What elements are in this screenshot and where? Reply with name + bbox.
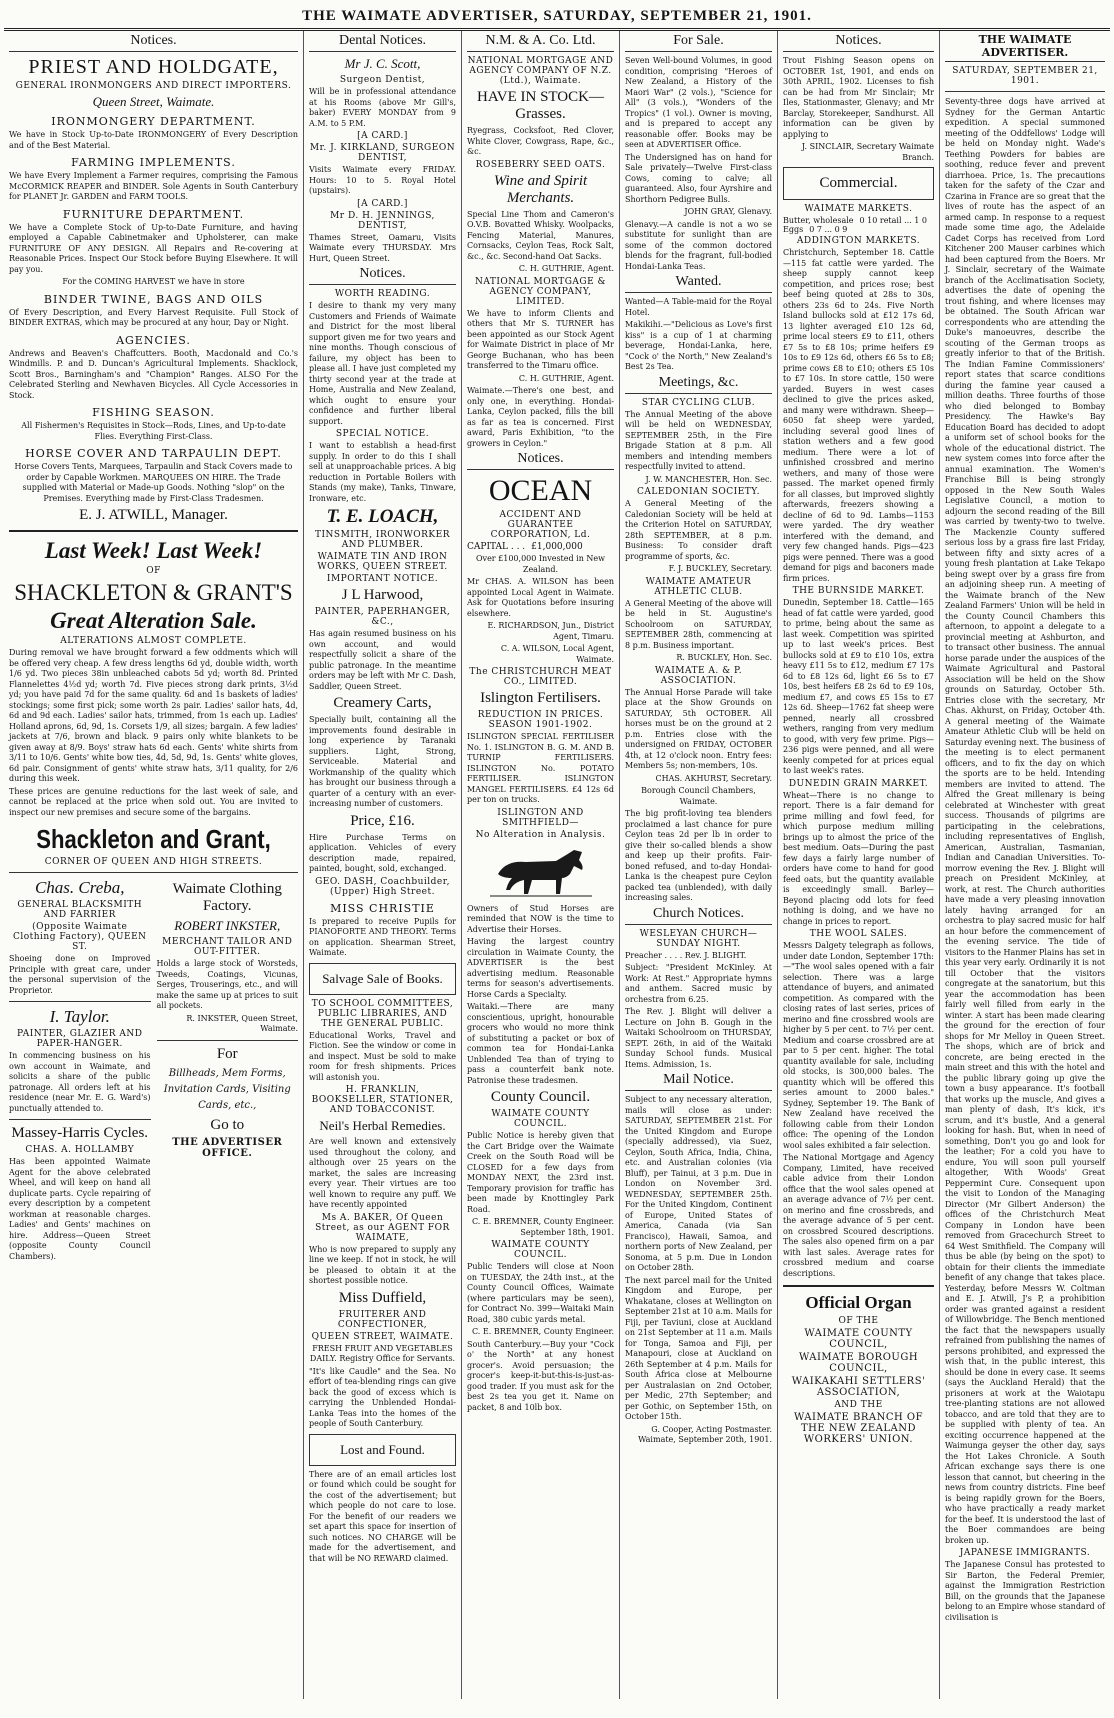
- lastweek-heading: Last Week! Last Week!: [44, 538, 263, 563]
- salvage-subtitle: TO SCHOOL COMMITTEES, PUBLIC LIBRARIES, AND THE GENERAL PUBLIC.: [311, 998, 454, 1029]
- page-masthead: THE WAIMATE ADVERTISER, SATURDAY, SEPTEMBER 21, 1901.: [4, 6, 1110, 31]
- duffield-trade: FRUITERER AND CONFECTIONER,: [337, 1309, 428, 1330]
- sale-heading: Great Alteration Sale.: [50, 608, 257, 633]
- dunedin-heading: DUNEDIN GRAIN MARKET.: [788, 778, 929, 789]
- meat-company-heading: The CHRISTCHURCH MEAT CO., LIMITED.: [469, 667, 612, 687]
- organ-item: AND THE: [834, 1400, 883, 1410]
- sale-text-2: These prices are genuine reductions for the last week of sale, and cannot be replaced at the price when sold out. You are invited to inspect our new premises and secure some of the bargains.: [9, 786, 298, 817]
- organ-item: WAIMATE COUNTY COUNCIL,: [804, 1328, 913, 1350]
- guthrie-signature: C. H. GUTHRIE, Agent.: [518, 373, 614, 383]
- akhurst-address: Borough Council Chambers, Waimate.: [641, 786, 756, 806]
- section-heading: Notices.: [309, 266, 456, 285]
- divider: [9, 1119, 151, 1120]
- preacher-line: Preacher . . . . Rev. J. BLIGHT.: [625, 950, 747, 960]
- printing-office: THE ADVERTISER OFFICE.: [172, 1136, 283, 1159]
- horse-illustration-icon: [486, 844, 596, 900]
- column-1: [4, 31, 304, 1699]
- duffield-address: QUEEN STREET, WAIMATE.: [311, 1331, 454, 1342]
- eggs-row: [783, 225, 934, 234]
- salvage-box: [309, 963, 456, 995]
- akhurst-signature: CHAS. AKHURST, Secretary.: [655, 773, 772, 783]
- column-2: [304, 31, 462, 1699]
- wilson-signature: C. A. WILSON, Local Agent, Waimate.: [500, 644, 614, 664]
- guthrie-signature: C. H. GUTHRIE, Agent.: [518, 264, 614, 273]
- split-left: [9, 878, 151, 1264]
- waitaki-text: Waitaki.—There are many conscientious, upright, honourable grocers who would no more think of substituting a packet or box of common tea for Hondai-Lanka Unblended Tea than of trying to pass a counterfeit bank note. Patronise these tradesmen.: [467, 1002, 614, 1085]
- section-heading: Mail Notice.: [625, 1072, 772, 1091]
- official-of-label: OF THE: [838, 1316, 879, 1326]
- neil-heading: Neil's Herbal Remedies.: [319, 1118, 446, 1133]
- creamery-heading: Creamery Carts,: [333, 695, 432, 711]
- divider: [783, 1285, 934, 1287]
- bremner-signature: C. E. BREMNER, County Engineer. September 18th, 1901.: [471, 1217, 614, 1237]
- divider: [945, 91, 1105, 92]
- clothing-factory-heading: Waimate Clothing Factory.: [172, 881, 282, 914]
- wine-text: Special Line Thom and Cameron's O.V.B. Bovatted Whisky. Woolpacks, Fencing Material, Manures, Cornsacks, Ceylon Teas, Rock Salt, &c., &c. Second-hand Oat Sacks.: [467, 209, 614, 261]
- athletic-text: A General Meeting of the above will be held in St. Augustine's Schoolroom on SATURDAY, SEPTEMBER 28th, commencing at 8 p.m. Business important.: [625, 598, 772, 650]
- worth-text: I desire to thank my very many Customers and Friends of Waimate and District for the most liberal support given me for two years and nine months. Though conscious of failure, my object has been to please all. I have just completed my thirty second year at the trade at Home, Australia and New Zealand, which ought to ensure your confidence and further liberal support.: [309, 301, 456, 426]
- inkster-text: Holds a large stock of Worsteds, Tweeds, Coatings, Vicunas, Serges, Trouserings, etc., and will make the same up at prices to suit all pockets.: [156, 959, 298, 1010]
- harvest-text: Of Every Description, and Every Harvest Requisite. Full Stock of BINDER EXTRAS, which may be procured at any hour, Day or Night.: [9, 307, 298, 327]
- scott-title: Surgeon Dentist,: [339, 75, 426, 85]
- dept-heading: FURNITURE DEPARTMENT.: [62, 207, 245, 221]
- newspaper-page: [4, 6, 1110, 1706]
- richardson-signature: E. RICHARDSON, Jun., District Agent, Timaru.: [487, 621, 614, 641]
- ceylon-text: The big profit-loving tea blenders proclaimed a last chance for pure Ceylon teas 2d per lb in order to give their so-called blends a show and keep up their profits. Fair-boned refused, and to-day Hondai-Lanka is the cheapest pure Ceylon packed tea (unblended), with daily increasing sales.: [625, 809, 772, 902]
- divider: [157, 1040, 299, 1041]
- butter-row: [783, 216, 934, 225]
- dept-heading: IRONMONGERY DEPARTMENT.: [51, 115, 256, 128]
- caudle-text: "It's like Caudle" and the Sea. No effort of tea-blending rings can give back the good of excess which is carrying the Unblended Hondai-Lanka Teas into the homes of the people of South Canterbury.: [309, 1366, 456, 1428]
- worth-heading: WORTH READING.: [334, 289, 431, 299]
- organ-item: WAIMATE BRANCH OF THE NEW ZEALAND WORKERS' UNION.: [793, 1412, 924, 1445]
- columns: [4, 31, 1110, 1699]
- section-heading: Church Notices.: [625, 906, 772, 925]
- nma2-heading: NATIONAL MORTGAGE & AGENCY COMPANY, LIMITED.: [474, 276, 607, 307]
- taylor-text: In commencing business on his own account in Waimate, and solicits a share of the public patronage. All orders left at his residence (near Mr. E. G. Ward's) punctually attended to.: [9, 1051, 151, 1113]
- rosebery-heading: ROSEBERRY SEED OATS.: [475, 159, 606, 170]
- section-heading: Meetings, &c.: [625, 375, 772, 394]
- manager-signature: E. J. ATWILL, Manager.: [79, 507, 228, 523]
- creba-name: Chas. Creba,: [34, 878, 125, 897]
- council-text: Public Notice is hereby given that the Cart Bridge over the Waimate Creek on the South Road will be CLOSED for a few days from MONDAY NEXT, the 23rd inst. Temporary provision for traffic has been made by Knottingley Park Road.: [467, 1131, 614, 1214]
- firm-address: Queen Street, Waimate.: [92, 94, 215, 109]
- massey-harris-heading: Massey-Harris Cycles.: [11, 1125, 149, 1141]
- council2-text: Public Tenders will close at Noon on TUESDAY, the 24th inst., at the County Council Offices, Waimate (where particulars may be seen), for Contract No. 399—Waitaki Main Road, 380 cubic yards metal.: [467, 1262, 614, 1324]
- wesleyan-heading: WESLEYAN CHURCH—SUNDAY NIGHT.: [639, 928, 758, 949]
- horse-cover-heading: HORSE COVER AND TARPAULIN DEPT.: [25, 447, 282, 460]
- ocean-subtitle: ACCIDENT AND GUARANTEE CORPORATION, Ld.: [490, 510, 591, 540]
- column-3: [462, 31, 620, 1699]
- islington-subtitle: REDUCTION IN PRICES. SEASON 1901-1902.: [477, 710, 604, 730]
- gray-signature: JOHN GRAY, Glenavy.: [684, 207, 772, 216]
- ocean-heading: OCEAN: [488, 474, 593, 507]
- cows-sale-text: The Undersigned has on hand for Sale privately—Twelve First-class Cows, coming to calve; all guaranteed. Also, four Ayrshire and Shorthorn Pedigree Bulls.: [625, 152, 772, 204]
- addington-heading: ADDINGTON MARKETS.: [796, 236, 921, 246]
- islington-heading: Islington Fertilisers.: [480, 690, 601, 706]
- dash-signature: GEO. DASH, Coachbuilder, (Upper) High Street.: [315, 876, 450, 897]
- ap-text: The Annual Horse Parade will take place at the Show Grounds on SATURDAY, 5th OCTOBER. All horses must be on the ground at 2 p.m. Entries close with the undersigned on FRIDAY, OCTOBER 4th, at 12 o'clock noon. Entry fees: Members 5s; non-members, 10s.: [625, 687, 772, 770]
- commercial-heading: Commercial.: [819, 175, 898, 191]
- massey-harris-text: Has been appointed Waimate Agent for the above celebrated Wheel, and will keep on hand all duplicate parts. Cycle repairing of every description by a competent workman at reasonable charges. Ladies' and Gents' machines on hire. Address—Queen Street (opposite County Council Chambers).: [9, 1157, 151, 1261]
- glenavy-text: Glenavy.—A candle is not a wo se substitute for sunlight than are some of the common doctored blends for the fragrant, full-bodied Hondai-Lanka Teas.: [625, 219, 772, 271]
- ap-heading: WAIMATE A. & P. ASSOCIATION.: [654, 665, 743, 686]
- japanese-heading: JAPANESE IMMIGRANTS.: [959, 1548, 1091, 1558]
- franklin-signature: H. FRANKLIN, BOOKSELLER, STATIONER, AND TOBACCONIST.: [311, 1085, 454, 1115]
- column-6: [940, 31, 1110, 1699]
- section-heading: N.M. & A. Co. Ltd.: [467, 33, 614, 52]
- loach-name: T. E. LOACH,: [326, 506, 439, 527]
- massey-harris-agent: CHAS. A. HOLLAMBY: [25, 1145, 135, 1155]
- council-subtitle: WAIMATE COUNTY COUNCIL.: [491, 1109, 590, 1129]
- smithfield-label: ISLINGTON AND SMITHFIELD—: [497, 807, 584, 828]
- butter-value: 0 10 retail ... 1 0: [859, 216, 927, 225]
- stock-heading: HAVE IN STOCK— Grasses.: [477, 89, 604, 122]
- loach-address: WAIMATE TIN AND IRON WORKS, QUEEN STREET.: [317, 552, 448, 572]
- council2-subtitle: WAIMATE COUNTY COUNCIL.: [491, 1240, 590, 1260]
- taylor-trade: PAINTER, GLAZIER AND PAPER-HANGER.: [16, 1029, 143, 1049]
- card-label: [A CARD.]: [357, 198, 408, 209]
- divider: [9, 872, 298, 873]
- baker-text: Who is now prepared to supply any line we keep. If not in stock, he will be pleased to obtain it at the shortest possible notice.: [309, 1244, 456, 1285]
- capital-value: £1,000,000: [531, 542, 583, 552]
- special-heading: SPECIAL NOTICE.: [335, 429, 430, 439]
- dept-text: We have Every Implement a Farmer requires, comprising the Famous McCORMICK REAPER and BINDER. Sole Agents in South Canterbury for PLANET Jr. GARDEN and FARM TOOLS.: [9, 171, 298, 201]
- important-heading: IMPORTANT NOTICE.: [326, 574, 439, 584]
- of-label: OF: [146, 566, 161, 576]
- butter-label: Butter, wholesale: [783, 216, 854, 225]
- printing-goto: Go to: [210, 1116, 245, 1133]
- salvage-heading: Salvage Sale of Books.: [322, 970, 443, 986]
- caledonian-text: A General Meeting of the Caledonian Society will be held at the Criterion Hotel on SATURDAY, 28th SEPTEMBER, at 8 p.m. Business: To consider draft programme of sports, &c.: [625, 499, 772, 561]
- column-4: [620, 31, 778, 1699]
- fishing-text: All Fishermen's Requisites in Stock—Rods, Lines, and Up-to-date Flies. Everything First-Class.: [21, 421, 286, 441]
- dept-text: We have in Stock Up-to-Date IRONMONGERY of Every Description and of the Best Material.: [9, 130, 298, 150]
- buckley-signature: R. BUCKLEY, Hon. Sec.: [676, 653, 772, 662]
- inkster-name: ROBERT INKSTER,: [174, 918, 281, 933]
- harwood-name: J L Harwood,: [341, 587, 424, 603]
- dept-heading: FARMING IMPLEMENTS.: [71, 156, 236, 169]
- section-heading: Notices.: [783, 33, 934, 52]
- council-heading: County Council.: [490, 1089, 591, 1105]
- dept-text: We have a Complete Stock of Up-to-Date Furniture, and having employed a Capable Cabinetmaker and Upholsterer, can make FURNITURE OF ANY DESIGN. All Repairs and Re-covering at Reasonable Prices. Inspect Our Stock before Buying Elsewhere. It will pay you.: [9, 222, 298, 274]
- scott-name: Mr J. C. Scott,: [344, 56, 421, 71]
- mail-text: Subject to any necessary alteration, mails will close as under: SATURDAY, SEPTEMBER 21st. For the United Kingdom and Europe (specially addressed), via Suez, Ceylon, South Africa, India, China, etc. and Australian colonies (via Bluff), per Tainui, at 3 p.m. Due in London on November 3rd. WEDNESDAY, SEPTEMBER 25th. For the United Kingdom, Continent of Europe, United States of America, Canada (via San Francisco), Hawaii, Samoa, and northern ports of New Zealand, per Sonoma, at 5 p.m. Due in London on October 28th.: [625, 1095, 772, 1272]
- news-items: Seventy-three dogs have arrived at Sydney for the German Antartic expedition. A special summoned meeting of the Oddfellows' Lodge will be held on Monday night. Wade's Teething Powders for babies are soothing, reduce fever and prevent diarrhoea. Price, 1s. The precautions taken for the safety of the Czar and Czarina in France are so great that the lives of route has the aspect of an armed camp. In response to a request made some time ago, the Adelaide Cadet Corps has received from Lord Kitchener 200 Mauser carbines which had been captured from the Boers. Mr J. Sinclair, secretary of the Waimate branch of the Acclimatisation Society, advertises the date of opening the trout fishing, and where licenses may be obtained. The South African war correspondents who are attending the Duke's manoeuvres, describe the scouting of the German troops as greatly inferior to that of the British. The Indian Famine Commissioners' report states that scarce conditions during the famine year caused a million deaths. Three fourths of those who died belonged to Bombay Presidency. The Hawke's Bay Education Board has decided to adopt a uniform set of school books for the whole of the educational district. The new system comes into force after the annual examination. The Women's Franchise Bill is being strongly opposed in the New South Wales Legislative Council, a motion to adjourn the second reading of the Bill was carried by twenty-two to twelve. The Mackenzie County suffered serious loss by a grass fire last Friday, between fifty and sixty acres of a young fresh plantation at Lake Tekapo being swept over by a grass fire from an adjoining sheep run. A meeting of the Waimate branch of the New Zealand Farmers' Union will be held in the County Council Chambers this afternoon, to appoint a delegate to a provincial meeting at Ashburton, and to transact other business. The annual horse parade under the auspices of the Waimate Agricultural and Pastoral Association will be held on the Show grounds on Saturday, October 5th. Entries close with the secretary, Mr Chas. Akhurst, on Friday, October 4th. A general meeting of the Waimate Amateur Athletic Club will be held on Saturday evening next. The business of the meeting is to elect permanent officers, and to fix the day on which the sports are to be held. Intending members are invited to attend. The Alfred the Great millenary is being celebrated at Winchester with great success. Thousands of pilgrims are participating in the celebrations, including representatives of English, American, Australian, Tasmanian, Indian and Canadian Universities. To-morrow evening the Rev. J. Blight will preach on President McKinley, at work, at rest. The Church authorities have made a very pleasing innovation lately having arranged for an orchestra to play sacred music for half an hour before the commencement of the evening service. The tide of visitors to the Hanmer Plains has set in this year very early. Ordinarily it is not till October that the visitors congregate at the sanatorium, but this year the accommodation has been fairly well filled from early in the winter. A start has been made clearing the ground for the erection of four shops for Mr Melloy in Queen Street. The shops, which are of brick and concrete, are being erected in the main street and this with the hotel and the public library going up give the town a busy appearance. It's football that works up the muscle, And gives a man plenty of dash, It's kick, it's scrum, and it's bustle, And a general looking for hash. But, when in need of something, Don't you go and look for the leather; For a cold you have to endure, You will soon pull yourself altogether, With Woods' Great Peppermint Cure. Consequent upon the visit to London of the Managing Director (Mr Gilbert Anderson) the offices of the Christchurch Meat Company in London have been removed from Gracechurch Street to 64 West Smithfield. The Company will thus be able (by being on the spot) to obtain for their clients the immediate benefit of any change that takes place. Yesterday, before Messrs W. Coltman and E. J. Atwill, J's P, a prohibition order was granted against a resident of Willowbridge. The Bench mentioned the fact that the newspapers usually refrained from publishing the names of persons prohibited, and expressed the wish that, in the public interest, this should be done in every case. It seems (says the Auckland Herald) that the prisoners at work at the Waiotapu tree-planting stations are not allowed tobacco, and are told that they are to be supplied with plenty of tea. An exciting occurrence happened at the Waimunga geyser the other day, says the Hot Lakes Chronicle. A South African exchange says there is one lesson that cannot, but cheering in the news from country districts. Fine beef is being rapidly grown for the Boers, who have practically a ready market for the beef. It is understood the last of the Boer commandoes are being broken up.: [945, 97, 1105, 1545]
- harwood-text: Has again resumed business on his own account, and would respectfully solicit a share of the public patronage. In the meantime orders may be left with Mr C. Dash, Saddler, Queen Street.: [309, 629, 456, 691]
- inkster-signature: R. INKSTER, Queen Street, Waimate.: [186, 1013, 298, 1033]
- subject-text: Subject: "President McKinley. At Work: At Rest." Appropriate hymns and anthem. Sacred music by orchestra from 6.25.: [625, 963, 772, 1004]
- horse-cover-text: Horse Covers Tents, Marquees, Tarpaulin and Stack Covers made to order by Capable Workmen. MARQUEES ON HIRE. The Trade supplied with Material or Made-up Goods. Nothing "slop" on the Premises. Everything made by First-Class Tradesmen.: [14, 462, 293, 503]
- south-canterbury-text: South Canterbury.—Buy your "Cock o' the North" at any honest grocer's. Avoid persuasion; the grocer's keep-it-but-this-is-just-as-good trader. If you must ask for the best 2s tea you get it. Name on packet, 8 and 10lb box.: [467, 1339, 614, 1412]
- jennings-text: Thames Street, Oamaru, Visits Waimate every THURSDAY. Mrs Hurt, Queen Street.: [309, 232, 456, 263]
- capital-label: CAPITAL . . .: [467, 542, 526, 552]
- tea-ad-text: Waimate.—There's one best, and only one, in everything. Hondai-Lanka, Ceylon packed, fills the bill as far as tea is concerned. First award, Paris Exhibition, "to the growers in Ceylon.": [467, 386, 614, 448]
- bremner-signature: C. E. BREMNER, County Engineer.: [471, 1327, 614, 1336]
- price-heading: Price, £16.: [350, 812, 415, 829]
- organ-item: WAIMATE BOROUGH COUNCIL,: [798, 1352, 919, 1374]
- alteration-note: No Alteration in Analysis.: [475, 829, 606, 840]
- firm-name: PRIEST AND HOLDGATE,: [28, 56, 279, 78]
- organ-list: [783, 1328, 934, 1445]
- cycling-text: The Annual Meeting of the above will be held on WEDNESDAY, SEPTEMBER 25th, in the Fire Brigade Station at 8 p.m. All members and intending members respectfully invited to attend.: [625, 409, 772, 471]
- duffield-heading: Miss Duffield,: [338, 1289, 427, 1306]
- section-heading: Notices.: [467, 451, 614, 470]
- agencies-text: Andrews and Beaven's Chaffcutters. Booth, Macdonald and Co.'s Windmills. P. and D. Duncan's Agricultural Implements. Shacklock, Scott Bros., Barningham's and "Champion" Ranges. ALSO For the Celebrated Sterling and Newhaven Bicycles. All Cycle Accessories in Stock.: [9, 348, 298, 400]
- printing-for: For: [216, 1045, 238, 1062]
- firm-subtitle: GENERAL IRONMONGERS AND DIRECT IMPORTERS.: [15, 81, 292, 91]
- paper-date: SATURDAY, SEPTEMBER 21, 1901.: [952, 66, 1098, 86]
- cycling-heading: STAR CYCLING CLUB.: [641, 397, 756, 408]
- section-heading: For Sale.: [625, 33, 772, 52]
- duffield-text: FRESH FRUIT AND VEGETABLES DAILY. Registry Office for Servants.: [309, 1343, 456, 1363]
- harvest-heading: BINDER TWINE, BAGS AND OILS: [43, 292, 264, 306]
- card-label: [A CARD.]: [357, 131, 408, 141]
- kirkland-text: Visits Waimate every FRIDAY. Hours: 10 to 5. Royal Hotel (upstairs).: [309, 165, 456, 195]
- section-heading: Dental Notices.: [309, 33, 456, 52]
- divider: [9, 530, 298, 532]
- wool-heading: THE WOOL SALES.: [809, 929, 908, 939]
- alterations-note: ALTERATIONS ALMOST COMPLETE.: [60, 636, 247, 646]
- wool-text: Messrs Dalgety telegraph as follows, under date London, September 17th:—"The wool sales opened with a fair selection. There was a large attendance of buyers, and animated competition. As compared with the closing rates of last series, prices of merino and fine crossbred wools are higher by 5 per cent. to 7½ per cent. Medium and coarse crossbred are at par to 5 per cent. higher. The total quantity available for sale, including old stocks, is 300,000 bales. The quantity which will be offered this series amount to 2000 bales." Sydney, September 19. The Bank of New Zealand have received the following cable from their London office: The opening of the London wool sales exhibited a fair selection.: [783, 941, 934, 1150]
- baker-name: Ms A. BAKER, Of Queen Street, as our AGENT FOR WAIMATE,: [315, 1212, 450, 1243]
- inkster-trade: MERCHANT TAILOR AND OUT-FITTER.: [162, 937, 293, 957]
- buckley-signature: F. J. BUCKLEY, Secretary.: [668, 564, 772, 573]
- fishing-heading: FISHING SEASON.: [92, 406, 215, 419]
- printing-items: Billheads, Mem Forms, Invitation Cards, Visiting Cards, etc.,: [163, 1067, 291, 1111]
- agencies-heading: AGENCIES.: [116, 333, 191, 347]
- salvage-text: Educational Works, Travel and Fiction. See the window or come in and inspect. Must be sold to make room for fresh shipments. Prices will astonish you.: [309, 1030, 456, 1082]
- official-organ-heading: Official Organ: [805, 1293, 912, 1312]
- stud-horse-text: Having the largest country circulation in Waimate County, the ADVERTISER is the best advertising medium. Reasonable terms for season's advertisements. Horse Cards a Specialty.: [467, 937, 614, 999]
- wine-heading: Wine and Spirit Merchants.: [493, 172, 588, 206]
- manchester-signature: J. W. MANCHESTER, Hon. Sec.: [645, 474, 772, 484]
- japanese-text: The Japanese Consul has protested to Sir Barton, the Federal Premier, against the Immigration Restriction Bill, on the grounds that the Japanese belong to an Empire whose standard of civilisation is: [945, 1560, 1105, 1622]
- kirkland-name: Mr. J. KIRKLAND, SURGEON DENTIST,: [309, 143, 456, 163]
- neil-text: Are well known and extensively used throughout the colony, and although over 25 years on the market, the sales are increasing every year. Their virtues are too well known to require any puff. We have recently appointed: [309, 1137, 456, 1209]
- nma2-text: We have to inform Clients and others that Mr S. TURNER has been appointed as our Stock Agent for Waimate District in place of Mr George Buchanan, who has been transferred to the Timaru office.: [467, 308, 614, 370]
- creba-trade: GENERAL BLACKSMITH AND FARRIER: [17, 900, 143, 920]
- trout-text: Trout Fishing Season opens on OCTOBER 1st, 1901, and ends on 30th APRIL, 1902. Licenses to fish can be had from Mr Sinclair; Mr Iles, Stationmaster, Glenavy; and Mr Barclay, Storekeeper, Sandhurst. All information can be given by applying to: [783, 56, 934, 139]
- caledonian-heading: CALEDONIAN SOCIETY.: [637, 487, 760, 497]
- jennings-name: Mr D. H. JENNINGS, DENTIST,: [330, 210, 435, 231]
- stud-horse-heading: Owners of Stud Horses are reminded that NOW is the time to Advertise their Horses.: [467, 903, 614, 934]
- eggs-value: 0 7 ... 0 9: [809, 225, 848, 234]
- burnside-heading: THE BURNSIDE MARKET.: [792, 586, 925, 596]
- organ-item: WAIKAKAHI SETTLERS' ASSOCIATION,: [791, 1376, 926, 1398]
- special-text: I want to establish a head-first supply. In order to do this I shall sell at unapproachable prices. A big reduction in Portable Boilers with Stands (my make), Tanks, Tinware, Ironware, etc.: [309, 441, 456, 503]
- volumes-text: Seven Well-bound Volumes, in good condition, comprising "Heroes of New Zealand, a History of the Maori War" (2 vols.), "Science for All" (3 vols.), "Wonders of the Tropics" (1 vol.). Owner is moving, and is prepared to accept any reasonable offer. Books may be seen at ADVERTISER Office.: [625, 56, 772, 149]
- dunedin-text: Wheat—There is no change to report. There is a fair demand for prime milling and fowl feed, for which purpose medium milling brings up to almost the price of the best medium. Oats—During the past few days a fairly large number of orders have come to hand for good feed oats, but the quantity available is exceedingly small. Barley—Beyond placing odd lots for feed nothing is doing, and we have no change in prices to report.: [783, 790, 934, 926]
- split-ads: [9, 878, 298, 1264]
- price-text: Hire Purchase Terms on application. Vehicles of every description made, repaired, painted, bought, sold, exchanged.: [309, 832, 456, 873]
- shackleton-heading: SHACKLETON & GRANT'S: [14, 580, 293, 605]
- nma-name: NATIONAL MORTGAGE AND AGENCY COMPANY OF N.Z. (Ltd.), Waimate.: [467, 56, 614, 86]
- creba-text: Shoeing done on Improved Principle with great care, under the personal supervision of the Proprietor.: [9, 954, 151, 995]
- harwood-trade: PAINTER, PAPERHANGER, &C.,: [314, 607, 451, 627]
- national-text: The National Mortgage and Agency Company, Limited, have received cable advice from their London office that the wool sales opened at an average advance of 7½ per cent. on merino and fine crossbreds, and the average advance of 5 per cent. on crossbred Scoured descriptions. The sales also opened firm on a par with last sales. Average rates for crossbred medium and coarse descriptions.: [783, 1153, 934, 1278]
- paper-nameplate: THE WAIMATE ADVERTISER.: [945, 33, 1105, 62]
- capital-row: [467, 542, 614, 552]
- harvest-intro: For the COMING HARVEST we have in store: [62, 277, 245, 286]
- addington-text: Christchurch, September 18. Cattle—115 fat cattle were yarded. The sheep supply cannot keep competition, and prices rose; best beef being quoted at 28s to 30s, others 23s 6d to 24s. Five North Island bullocks sold at £12 17s 6d, 13 lighter averaged £10 12s 6d, prime local steers £9 to £11, others £7 5s to £8 10s; prime heifers £9 10s to £9 12s 6d, others £6 5s to £8; prime cows £8 to £10; others £5 10s to £7 10s. In store cattle, 150 were yarded. Buyers in west cases declined to give the prices asked, and many were withdrawn. Sheep—6050 fat sheep were yarded, including several good lines of station wethers and a few good medium. There were a lot of unfinished crossbred and merino wethers, and many of those were passed. The market opened firmly for all classes, but improved slightly afterwards, freezers showing a decline of 6d to 9d. Lambs—1153 were yarded. The dry weather interfered with the demand, and very few changed hands. Pigs—423 pigs were penned. There was a good demand for pigs and baconers made firm prices.: [783, 248, 934, 583]
- markets-heading: WAIMATE MARKETS.: [804, 204, 913, 214]
- creamery-text: Specially built, containing all the improvements found desirable in long experience by Taranaki suppliers. Light, Strong, Serviceable. Material and Workmanship of the quality which has brought our business through a quarter of a century with an ever-increasing number of customers.: [309, 715, 456, 808]
- lost-found-text: There are of an email articles lost or found which could be sought for the cost of the advertisement; but which people do not care to lose. For the benefit of our readers we set apart this space for insertion of such notices. NO CHARGE will be made for the advertisement, and that will be NO REWARD claimed.: [309, 1469, 456, 1563]
- creba-address: (Opposite Waimate Clothing Factory), QUEEN ST.: [12, 922, 147, 952]
- loach-trade: TINSMITH, IRONWORKER AND PLUMBER.: [314, 530, 450, 550]
- wanted-text: Wanted—A Table-maid for the Royal Hotel.: [625, 297, 772, 317]
- scott-text: Will be in professional attendance at his Rooms (above Mr Gill's, baker) EVERY MONDAY from 9 A.M. to 5 P.M.: [309, 87, 456, 128]
- burnside-text: Dunedin, September 18. Cattle—165 head of fat cattle were yarded, good to prime, being about the same as last week. Competition was spirited up to last week's prices. Best bullocks sold at £9 to £10 10s, extra heavy £11 5s to £12, medium £7 17s 6d to £8 12s 6d, light £6 5s to £7 10s, best heifers £8 2s 6d to £9 10s, medium £7, and cows £5 15s to £7 12s 6d. Sheep—1762 fat sheep were penned, nearly all crossbred wethers, ranging from very medium to good, with very few prime. Pigs—236 pigs were penned, and all were keenly competed for at prices equal to last week's rates.: [783, 598, 934, 775]
- split-right: [157, 878, 299, 1264]
- stock-text: Ryegrass, Cocksfoot, Red Clover, White Clover, Cowgrass, Rape, &c., &c.: [467, 126, 614, 156]
- sale-text: During removal we have brought forward a few oddments which will be offered very cheap. A few dress lengths 6d yd, double width, worth 1/6 yd. Two pieces 38in unbleached cabots 5d yd; worth 8d. Printed Flannelettes 4½d yd; worth 7d. Five pieces strong dark prints, 3½d yd; you have paid 7d for the same quality. 6d and 1s baskets of ladies' stockings; some first pick; some worth 2s pair. Ladies' sailor hats, 4d, 6d and 9d each. Ladies' sailor hats, trimmed, from 1s each up. Ladies' Holland aprons, 6d, 9d, 1s. Corsets 1/9, all sizes; bargain. A few ladies' jackets at 7/6, brown and black. 9 pairs only white blankets to be given away at 8/9. Boys' straw hats 6d each. Gents' white shirts from 3/11 to 10/6. Gents' white bow ties, 4d, 5d, 9d, 1s. Gents' white gloves, 6d pair. Consignment of gents' white straw hats, 3/11 quality, for 2/6 during this week.: [9, 648, 298, 783]
- makikihi-text: Makikihi.—"Delicious as Love's first kiss" is a cup of 1 at charming beverage, Hondai-Lanka, here, "Cock o' the North," New Zealand's Best 2s Tea.: [625, 320, 772, 371]
- commercial-box: [783, 167, 934, 200]
- christie-text: Is prepared to receive Pupils for PIANOFORTE AND THEORY. Terms on application. Shearman Street, Waimate.: [309, 916, 456, 957]
- eggs-label: Eggs: [783, 225, 804, 234]
- christie-heading: MISS CHRISTIE: [330, 901, 435, 915]
- athletic-heading: WAIMATE AMATEUR ATHLETIC CLUB.: [645, 576, 752, 597]
- lost-found-heading: Lost and Found.: [340, 1441, 425, 1457]
- ocean-text: Over £100,000 Invested in New Zealand.: [475, 554, 605, 574]
- column-5: [778, 31, 940, 1699]
- wilson-text: Mr CHAS. A. WILSON has been appointed Local Agent in Waimate. Ask for Quotations before insuring elsewhere.: [467, 577, 614, 618]
- section-heading: Notices.: [9, 33, 298, 52]
- cooper-signature: G. Cooper, Acting Postmaster. Waimate, September 20th, 1901.: [638, 1424, 772, 1444]
- shackleton-grant-name: Shackleton and Grant,: [36, 824, 271, 854]
- parcel-mail-text: The next parcel mail for the United Kingdom and Europe, per Whakatane, closes at Wellington on September 21st at 10 a.m. Mails for Fiji, per Taviuni, close at Auckland on 21st September at 11 a.m. Mails for Tonga, Samoa and Fiji, per Manapouri, close at Auckland on 26th September at 4 p.m. Mails for South Africa close at Melbourne per Australasian on 2nd October, per Medic, 27th September; and per Gothic, on September 15th, on October 15th.: [625, 1275, 772, 1421]
- section-heading: Wanted.: [625, 274, 772, 293]
- shackleton-grant-address: CORNER OF QUEEN AND HIGH STREETS.: [44, 857, 263, 867]
- lost-found-box: [309, 1434, 456, 1466]
- sinclair-signature: J. SINCLAIR, Secretary Waimate Branch.: [801, 142, 934, 162]
- taylor-name: I. Taylor.: [49, 1007, 110, 1026]
- divider: [9, 1001, 151, 1002]
- blight-lecture-text: The Rev. J. Blight will deliver a Lecture on John B. Gough in the Waitaki Schoolroom on THURSDAY, SEPT. 26th, in aid of the Waitaki Sunday School funds. Musical Items. Admission, 1s.: [625, 1007, 772, 1069]
- islington-items: ISLINGTON SPECIAL FERTILISER No. 1. ISLINGTON B. G. M. AND B. TURNIP FERTILISERS. ISLINGTON No. POTATO FERTILISER. ISLINGTON MANGEL FERTILISERS. £4 12s 6d per ton on trucks.: [467, 732, 614, 804]
